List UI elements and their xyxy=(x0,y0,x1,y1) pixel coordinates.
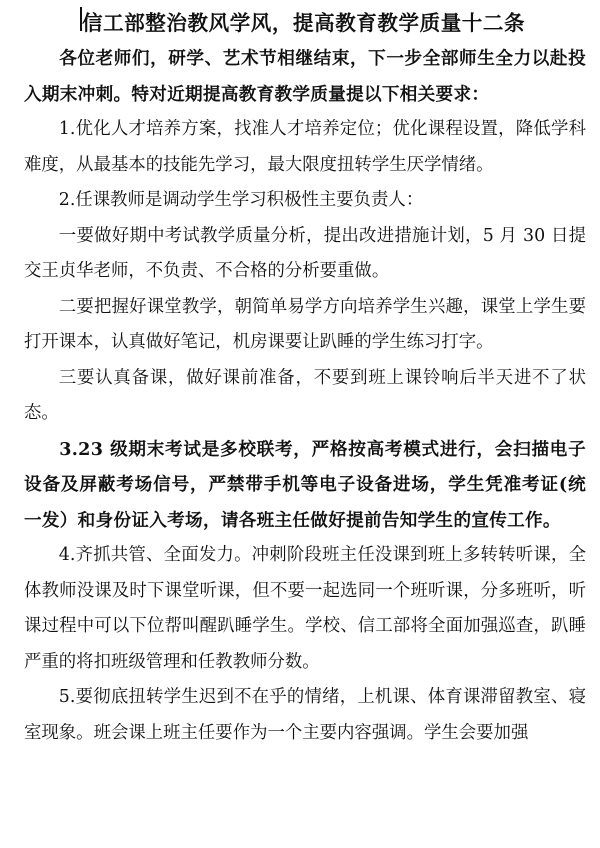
intro-paragraph: 各位老师们，研学、艺术节相继结束，下一步全部师生全力以赴投入期末冲刺。特对近期提高教育教学质量提以下相关要求： xyxy=(24,48,586,105)
paragraph-3-bold: 3.23 级期末考试是多校联考，严格按高考模式进行，会扫描电子设备及屏蔽考场信号，严禁带手机等电子设备进场，学生凭准考证(统一发）和身份证入考场，请各班主任做好提前告知学生的宣传工作。 xyxy=(24,438,586,531)
paragraph-2: 2.任课教师是调动学生学习积极性主要负责人： xyxy=(58,190,424,210)
paragraph-5: 5.要彻底扭转学生迟到不在乎的情绪，上机课、体育课滞留教室、寝室现象。班会课上班主任要作为一个主要内容强调。学生会要加强 xyxy=(24,687,586,743)
paragraph-4: 4.齐抓共管、全面发力。冲刺阶段班主任没课到班上多转转听课，全体教师没课及时下课堂听课，但不要一起选同一个班听课，分多班听，听课过程中可以下位帮叫醒趴睡学生。学校、信工部将全面加强巡查，趴睡严重的将扣班级管理和任教教师分数。 xyxy=(24,545,586,672)
paragraph-2-item-1: 一要做好期中考试教学质量分析，提出改进措施计划，5 月 30 日提交王贞华老师，不负责、不合格的分析要重做。 xyxy=(24,225,586,281)
paragraph-1: 1.优化人才培养方案，找准人才培养定位；优化课程设置，降低学科难度，从最基本的技能先学习，最大限度扭转学生厌学情绪。 xyxy=(24,119,586,175)
document-title: 信工部整治教风学风，提高教育教学质量十二条 xyxy=(82,11,526,35)
paragraph-2-item-3: 三要认真备课，做好课前准备，不要到班上课铃响后半天进不了状态。 xyxy=(24,367,586,423)
paragraph-2-item-2: 二要把握好课堂教学，朝简单易学方向培养学生兴趣，课堂上学生要打开课本，认真做好笔记，机房课要让趴睡的学生练习打字。 xyxy=(24,296,586,352)
title-row xyxy=(24,2,586,38)
